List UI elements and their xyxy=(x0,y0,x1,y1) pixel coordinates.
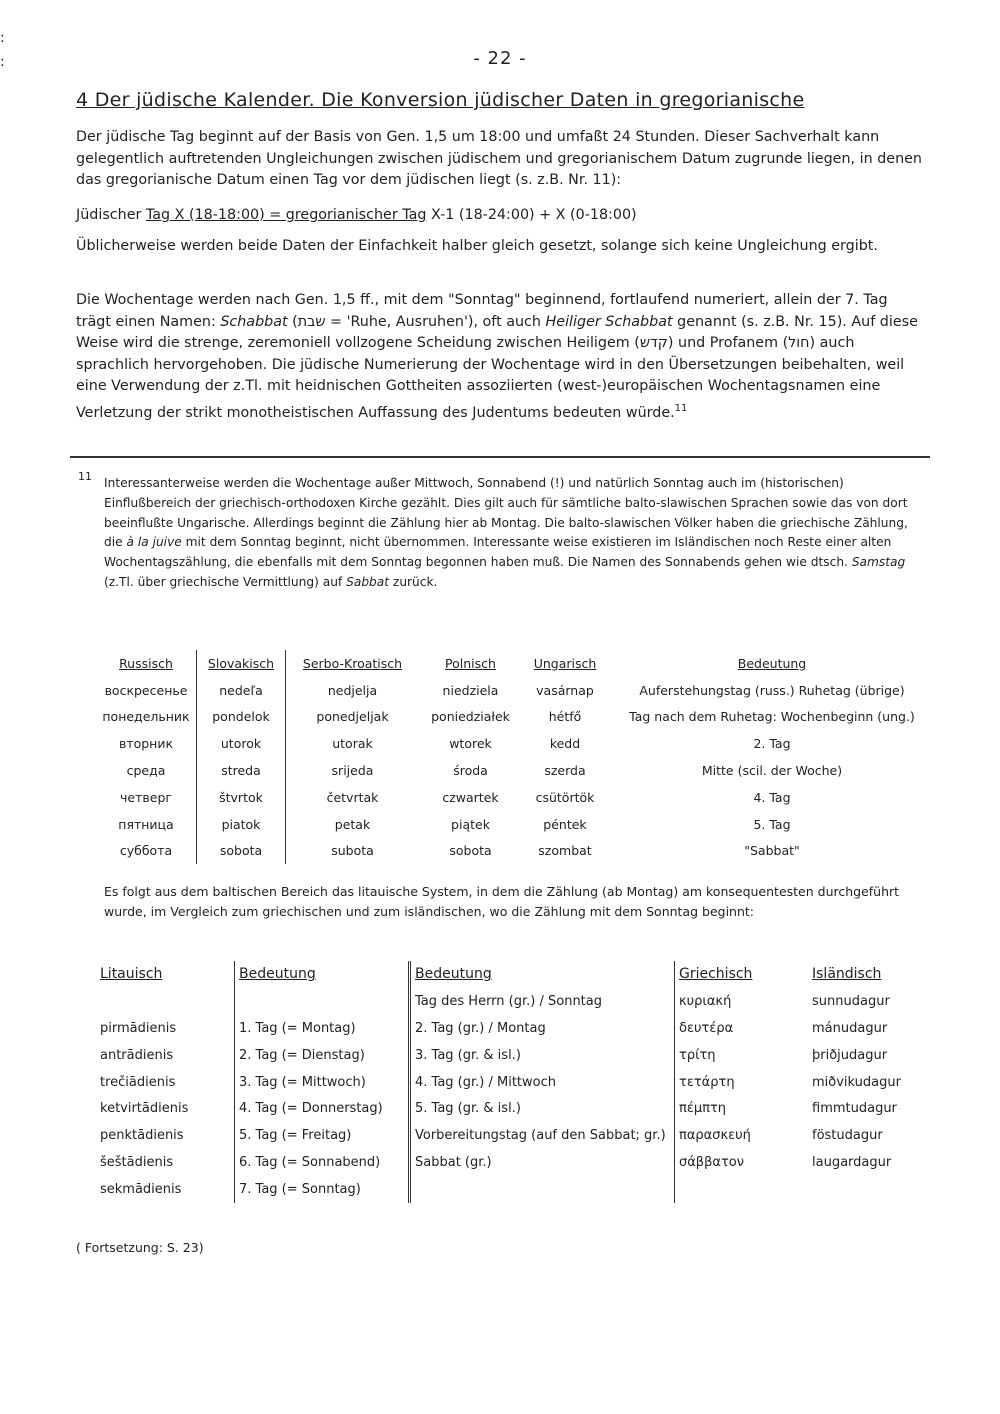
text-run: Samstag xyxy=(851,555,906,570)
table-row xyxy=(96,1095,936,1122)
table-cell xyxy=(410,1176,675,1203)
table-cell: 2. Tag xyxy=(753,736,791,752)
table-row xyxy=(96,704,936,731)
col-header: Litauisch xyxy=(100,966,163,983)
table-row xyxy=(96,811,936,838)
table-cell: szerda xyxy=(544,763,586,779)
table-cell: niedziela xyxy=(442,682,499,698)
page-number: - 22 - xyxy=(473,48,527,69)
table-cell: παρασκευή xyxy=(675,1122,809,1149)
text-run: mit dem Sonntag beginnt, nicht übernommen. Interessante weise existieren im Isländischen noch Reste einer alten Wochentagszählung, die ebenfalls mit dem Sonntag begonnen haben muß. Die Namen des Sonnabends gehen wie dtsch. xyxy=(104,535,892,570)
table-cell: piątek xyxy=(451,816,490,832)
table-cell: 3. Tag (gr. & isl.) xyxy=(410,1042,675,1069)
table-cell: 1. Tag (= Montag) xyxy=(235,1015,410,1042)
table-cell: σάββατον xyxy=(675,1149,809,1176)
table-cell: пятница xyxy=(118,816,174,832)
table-cell: szombat xyxy=(538,843,592,859)
table-row xyxy=(96,1176,936,1203)
footnote-mark: 11 xyxy=(78,470,92,483)
formula-part: Jüdischer xyxy=(76,207,146,223)
table-cell: kedd xyxy=(549,736,581,752)
col-header: Russisch xyxy=(119,655,173,671)
table-cell xyxy=(235,988,410,1015)
table-cell: κυριακή xyxy=(675,988,809,1015)
table-cell: 5. Tag (= Freitag) xyxy=(235,1122,410,1149)
table-cell: sunnudagur xyxy=(812,993,890,1009)
footnote-ref: 11 xyxy=(674,402,688,414)
table-cell: 6. Tag (= Sonnabend) xyxy=(235,1149,410,1176)
text-run: zurück. xyxy=(389,574,438,589)
col-header: Ungarisch xyxy=(533,655,597,671)
col-header: Polnisch xyxy=(445,655,496,671)
table-row xyxy=(96,677,936,704)
table-cell: Tag des Herrn (gr.) / Sonntag xyxy=(410,988,675,1015)
col-header: Isländisch xyxy=(812,966,882,983)
table-cell: utorok xyxy=(197,730,286,757)
table-cell: 4. Tag (gr.) / Mittwoch xyxy=(410,1069,675,1096)
section-heading: 4 Der jüdische Kalender. Die Konversion jüdischer Daten in gregorianische xyxy=(76,89,805,111)
table-cell: hétfő xyxy=(548,709,582,725)
table-cell: wtorek xyxy=(449,736,492,752)
table-cell: pirmādienis xyxy=(100,1020,177,1036)
col-header: Slovakisch xyxy=(197,650,286,677)
table-cell: 5. Tag xyxy=(753,816,791,832)
table-cell: penktādienis xyxy=(100,1128,184,1144)
table-cell: þriðjudagur xyxy=(812,1047,888,1063)
table-cell: 3. Tag (= Mittwoch) xyxy=(235,1069,410,1096)
edge-mark: : xyxy=(0,54,5,70)
table-cell: вторник xyxy=(118,736,174,752)
paragraph-2: Üblicherweise werden beide Daten der Einfachkeit halber gleich gesetzt, solange sich keine Ungleichung ergibt. xyxy=(76,238,878,254)
table-cell: Auferstehungstag (russ.) Ruhetag (übrige) xyxy=(639,682,905,698)
table-cell: Mitte (scil. der Woche) xyxy=(701,763,843,779)
text-run: (z.Tl. über griechische Vermittlung) auf xyxy=(104,574,347,589)
table-row xyxy=(96,1149,936,1176)
table-cell: antrādienis xyxy=(100,1047,174,1063)
table-row xyxy=(96,1015,936,1042)
table-cell: subota xyxy=(286,838,420,865)
table-cell: fimmtudagur xyxy=(812,1101,897,1117)
table-cell: mánudagur xyxy=(812,1020,888,1036)
table-cell: nedjelja xyxy=(286,677,420,704)
table-cell: ponedjeljak xyxy=(286,704,420,731)
table-cell: środa xyxy=(453,763,488,779)
table-cell: τρίτη xyxy=(675,1042,809,1069)
table-cell xyxy=(675,1176,809,1203)
table-cell: šeštādienis xyxy=(100,1155,174,1171)
table-cell: 5. Tag (gr. & isl.) xyxy=(410,1095,675,1122)
table-cell: sobota xyxy=(449,843,492,859)
table-cell: csütörtök xyxy=(535,789,595,805)
table-row xyxy=(96,838,936,865)
table-cell: 2. Tag (gr.) / Montag xyxy=(410,1015,675,1042)
table-cell: 7. Tag (= Sonntag) xyxy=(235,1176,410,1203)
table-row xyxy=(96,757,936,784)
table-cell: πέμπτη xyxy=(675,1095,809,1122)
table-cell: péntek xyxy=(543,816,587,832)
text-run: Die Wochentage werden nach Gen. 1,5 ff., mit dem "Sonntag" beginnend, fortlaufend numeriert, allein der 7. Tag trägt einen Namen: xyxy=(76,292,888,330)
table-cell: pondelok xyxy=(197,704,286,731)
text-run: à la juive xyxy=(126,535,182,550)
table-cell: среда xyxy=(126,763,166,779)
formula-line xyxy=(76,205,926,227)
table-cell: четверг xyxy=(120,789,172,805)
table-cell: 4. Tag xyxy=(753,789,791,805)
table-cell: τετάρτη xyxy=(675,1069,809,1096)
table-cell: "Sabbat" xyxy=(744,843,800,859)
table-cell: štvrtok xyxy=(197,784,286,811)
col-header: Bedeutung xyxy=(737,655,807,671)
table-header-row xyxy=(96,961,936,988)
table-cell: laugardagur xyxy=(812,1155,892,1171)
table-cell: sekmādienis xyxy=(100,1182,182,1198)
table-cell: föstudagur xyxy=(812,1128,883,1144)
table-cell: Vorbereitungstag (auf den Sabbat; gr.) xyxy=(410,1122,675,1149)
table-row xyxy=(96,730,936,757)
weekday-table-slavic xyxy=(96,650,937,864)
table-cell: Sabbat (gr.) xyxy=(410,1149,675,1176)
continuation-note: ( Fortsetzung: S. 23) xyxy=(76,1240,204,1255)
table-cell: δευτέρα xyxy=(675,1015,809,1042)
table-cell: Tag nach dem Ruhetag: Wochenbeginn (ung.) xyxy=(629,709,915,725)
table-cell: srijeda xyxy=(286,757,420,784)
table-row xyxy=(96,1042,936,1069)
col-header: Bedeutung xyxy=(235,961,410,988)
footnote-rule xyxy=(70,456,930,458)
table-cell: czwartek xyxy=(442,789,499,805)
table-cell: 2. Tag (= Dienstag) xyxy=(235,1042,410,1069)
table-cell: sobota xyxy=(197,838,286,865)
paragraph-lithuanian-intro: Es folgt aus dem baltischen Bereich das litauische System, in dem die Zählung (ab Montag) am konsequentesten durchgeführt wurde, im Vergleich zum griechischen und zum isländischen, wo die Zählung mit dem Sonntag beginnt: xyxy=(104,884,900,919)
col-header: Serbo-Kroatisch xyxy=(286,650,420,677)
table-row xyxy=(96,784,936,811)
table-cell: ketvirtādienis xyxy=(100,1101,189,1117)
table-cell: miðvikudagur xyxy=(812,1074,901,1090)
col-header: Griechisch xyxy=(675,961,809,988)
table-row xyxy=(96,1122,936,1149)
text-run: (שבת = 'Ruhe, Ausruhen'), oft auch xyxy=(287,313,546,330)
table-row xyxy=(96,988,936,1015)
table-cell: воскресенье xyxy=(104,682,188,698)
table-cell: streda xyxy=(197,757,286,784)
table-cell: petak xyxy=(286,811,420,838)
table-cell: 4. Tag (= Donnerstag) xyxy=(235,1095,410,1122)
table-cell xyxy=(808,1176,936,1203)
col-header: Bedeutung xyxy=(410,961,675,988)
table-cell: četvrtak xyxy=(286,784,420,811)
table-cell xyxy=(96,988,235,1015)
table-header-row xyxy=(96,650,936,677)
text-run: Interessanterweise werden die Wochentage außer Mittwoch, Sonnabend (!) und natürlich Sonntag auch im (historischen) Einflußbereich der griechisch-orthodoxen Kirche gezählt. Dies gilt auch für sämtliche balto-slawischen Sprachen sowie das von dort beeinflußte Ungarische. Allerdings beginnt die Zählung hier ab Montag. Die balto-slawischen Völker haben die griechische Zählung, die xyxy=(104,476,908,550)
text-run: Sabbat xyxy=(346,574,390,589)
edge-mark: : xyxy=(0,30,5,46)
weekday-table-lithuanian xyxy=(96,961,936,1203)
paragraph-3 xyxy=(76,290,926,424)
table-cell: utorak xyxy=(286,730,420,757)
paragraph-1: Der jüdische Tag beginnt auf der Basis von Gen. 1,5 um 18:00 und umfaßt 24 Stunden. Dieser Sachverhalt kann gelegentlich auftretenden Ungleichungen zwischen jüdischem und gregorianischem Datum zugrunde liegen, in denen das gregorianische Datum einen Tag vor dem jüdischen liegt (s. z.B. Nr. 11): xyxy=(76,129,922,188)
table-cell: piatok xyxy=(197,811,286,838)
table-cell: суббота xyxy=(119,843,173,859)
table-cell: nedeľa xyxy=(197,677,286,704)
table-cell: poniedziałek xyxy=(431,709,510,725)
text-run: Schabbat xyxy=(220,313,288,330)
text-run: Heiliger Schabbat xyxy=(545,313,673,330)
formula-part: X-1 (18-24:00) + X (0-18:00) xyxy=(426,207,637,223)
table-cell: vasárnap xyxy=(536,682,594,698)
footnote-text xyxy=(104,474,926,593)
table-cell: trečiādienis xyxy=(100,1074,176,1090)
table-row xyxy=(96,1069,936,1096)
table-cell: понедельник xyxy=(102,709,190,725)
text-run: genannt (s. z.B. Nr. 15). Auf diese Weise wird die strenge, zeremoniell vollzogene Scheidung zwischen Heiligem (קדש) und Profanem (חול) auch sprachlich hervorgehoben. Die jüdische Numerierung der Wochentage wird in den Übersetzungen beibehalten, weil eine Verwendung der z.Tl. mit heidnischen Gottheiten assoziierten (west-)europäischen Wochentagsnamen eine Verletzung der strikt monotheistischen Auffassung des Judentums bedeuten würde. xyxy=(76,313,918,421)
formula-part: Tag X (18-18:00) = gregorianischer Tag xyxy=(145,207,427,223)
